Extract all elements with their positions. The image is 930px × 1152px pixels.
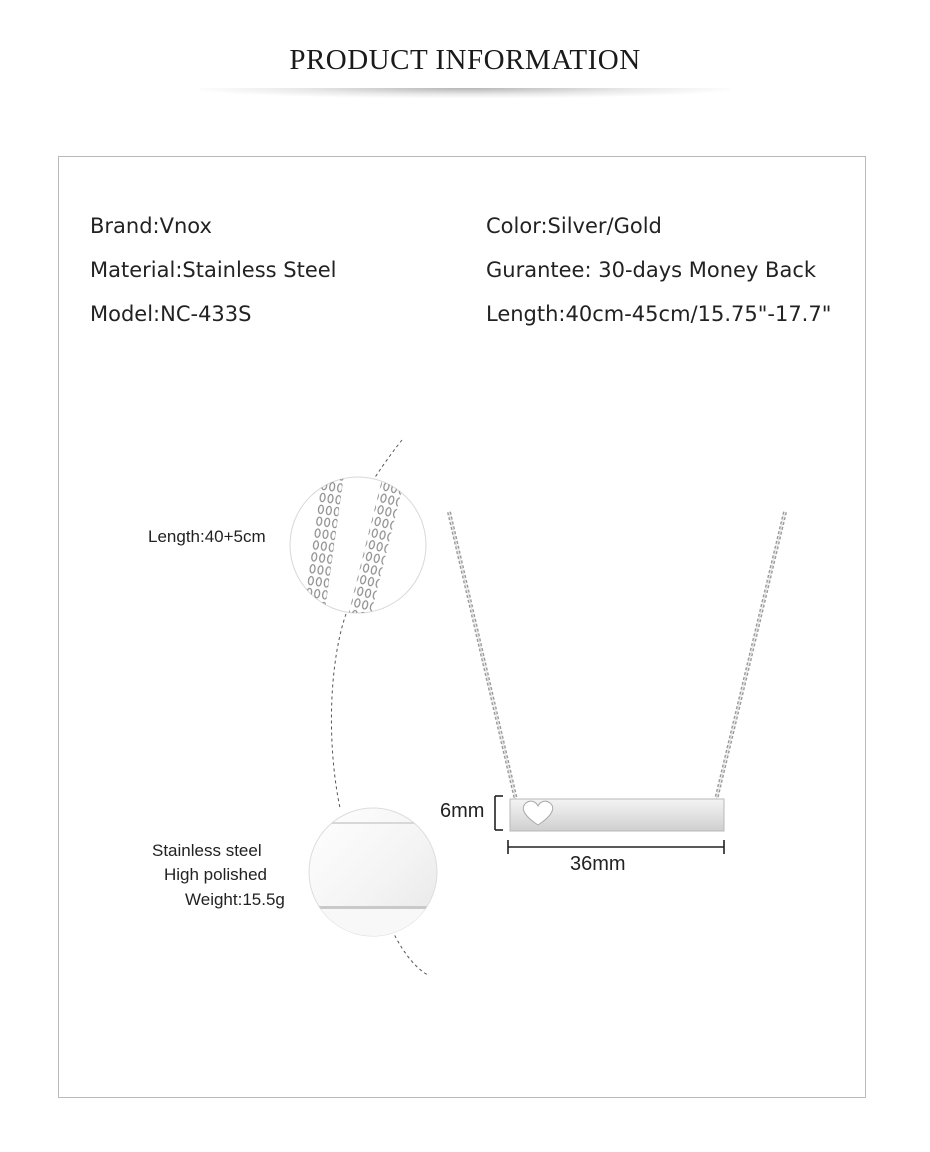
spec-guarantee: Gurantee: 30-days Money Back [486,258,817,282]
width-label: 36mm [570,853,626,875]
spec-length: Length:40cm-45cm/15.75"-17.7" [486,302,832,326]
finish-callout: High polished [164,865,268,884]
section-title: PRODUCT INFORMATION [289,44,641,76]
bar-pendant [510,799,724,831]
chain-closeup [290,469,426,621]
spec-brand: Brand:Vnox [90,214,212,238]
spec-model: Model:NC-433S [90,302,252,326]
necklace-chain-right [716,512,785,800]
polished-surface-closeup [300,808,450,939]
chain-length-callout: Length:40+5cm [148,527,266,546]
height-label: 6mm [440,800,485,822]
height-dimension-marker [495,796,503,830]
weight-callout: Weight:15.5g [185,890,285,909]
material-callout: Stainless steel [152,841,262,860]
width-dimension-marker [508,840,724,854]
spec-material: Material:Stainless Steel [90,258,337,282]
spec-color: Color:Silver/Gold [486,214,662,238]
necklace-chain-left [449,512,516,800]
